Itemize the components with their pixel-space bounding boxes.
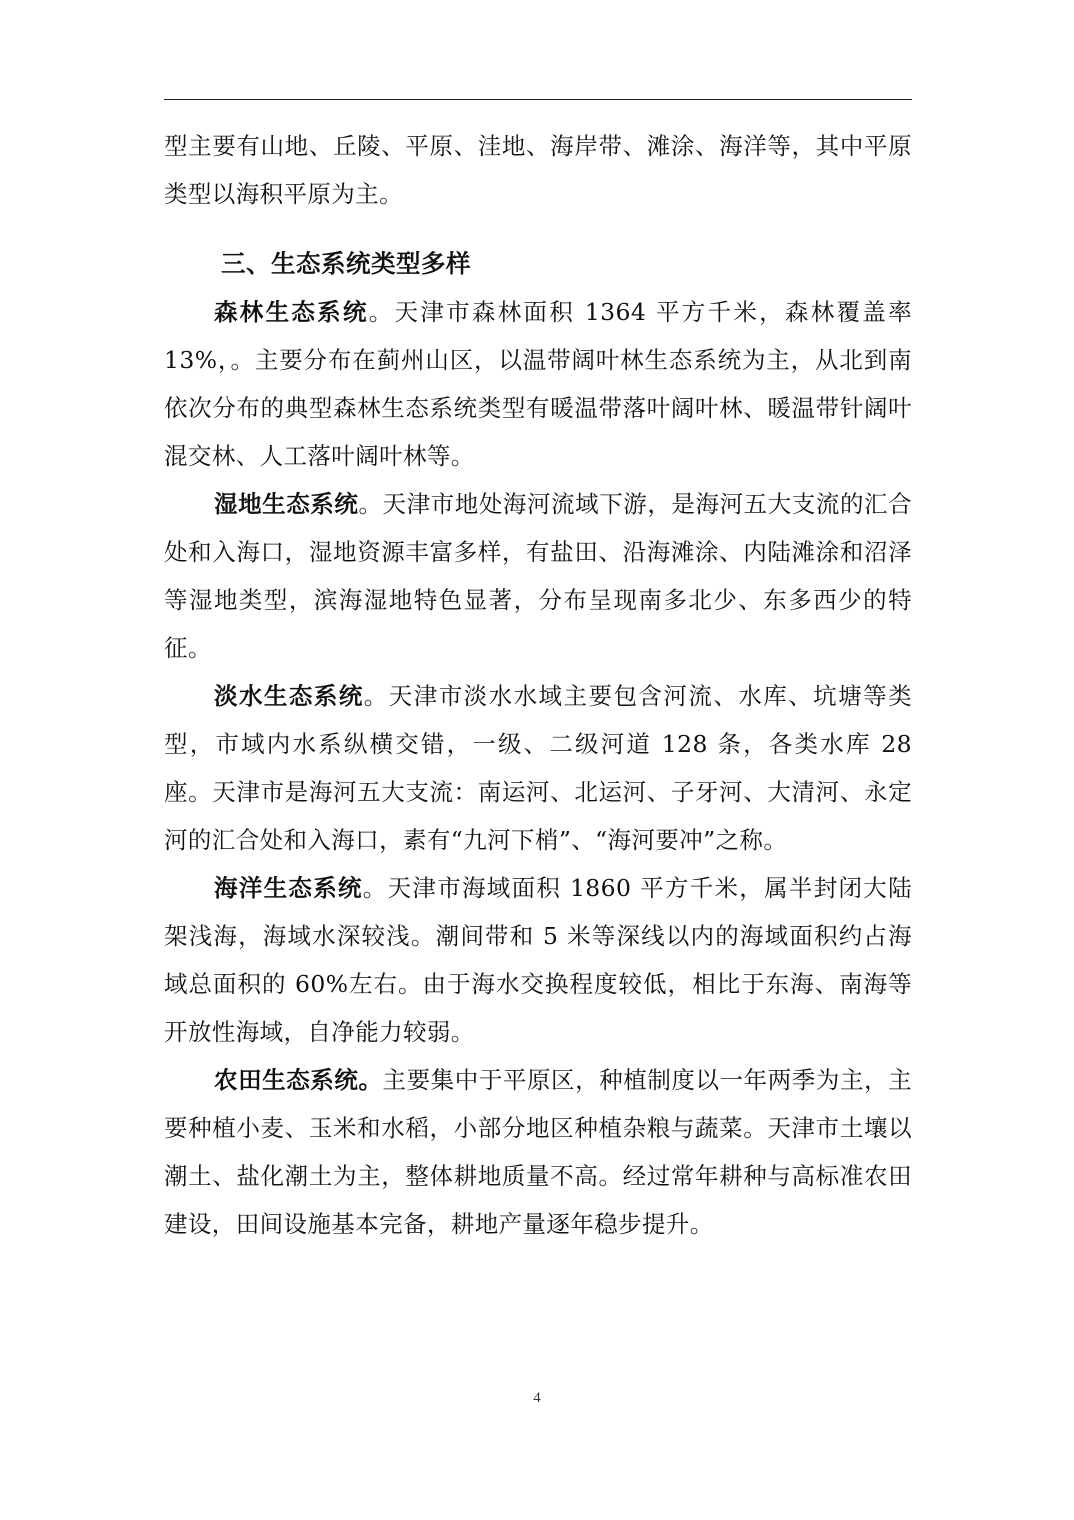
header-rule [164, 99, 912, 100]
paragraph-freshwater [164, 672, 912, 864]
paragraph-forest [164, 288, 912, 480]
paragraph-body: 主要集中于平原区，种植制度以一年两季为主，主要种植小麦、玉米和水稻，小部分地区种植杂粮与蔬菜。天津市土壤以潮土、盐化潮土为主，整体耕地质量不高。经过常年耕种与高标准农田建设，田间设施基本完备，耕地产量逐年稳步提升。 [164, 1066, 912, 1238]
page-number: 4 [533, 1390, 541, 1406]
paragraph-body: 。天津市地处海河流域下游，是海河五大支流的汇合处和入海口，湿地资源丰富多样，有盐田、沿海滩涂、内陆滩涂和沼泽等湿地类型，滨海湿地特色显著，分布呈现南多北少、东多西少的特征。 [164, 490, 912, 662]
paragraph-body: 。天津市淡水水域主要包含河流、水库、坑塘等类型，市域内水系纵横交错，一级、二级河道 128 条，各类水库 28 座。天津市是海河五大支流：南运河、北运河、子牙河、大清河、永定河的汇合处和入海口，素有“九河下梢”、“海河要冲”之称。 [164, 682, 912, 854]
paragraph-wetland [164, 480, 912, 672]
paragraph-lead: 农田生态系统。 [214, 1066, 383, 1094]
paragraph-lead: 海洋生态系统 [214, 874, 363, 902]
paragraph-lead: 森林生态系统 [214, 298, 369, 326]
page-content [164, 122, 912, 1248]
section-heading: 三、生态系统类型多样 [221, 249, 471, 278]
paragraph-body: 。天津市森林面积 1364 平方千米，森林覆盖率 13%，。主要分布在蓟州山区，以温带阔叶林生态系统为主，从北到南依次分布的典型森林生态系统类型有暖温带落叶阔叶林、暖温带针阔叶混交林、人工落叶阔叶林等。 [164, 298, 912, 470]
paragraph-lead: 淡水生态系统 [214, 682, 364, 710]
paragraph-lead: 湿地生态系统 [214, 490, 359, 518]
intro-paragraph: 型主要有山地、丘陵、平原、洼地、海岸带、滩涂、海洋等，其中平原类型以海积平原为主。 [164, 132, 912, 208]
paragraph-marine [164, 864, 912, 1056]
paragraph-farmland [164, 1056, 912, 1248]
paragraph-body: 。天津市海域面积 1860 平方千米，属半封闭大陆架浅海，海域水深较浅。潮间带和 5 米等深线以内的海域面积约占海域总面积的 60%左右。由于海水交换程度较低，相比于东海、南海等开放性海域，自净能力较弱。 [164, 874, 912, 1046]
